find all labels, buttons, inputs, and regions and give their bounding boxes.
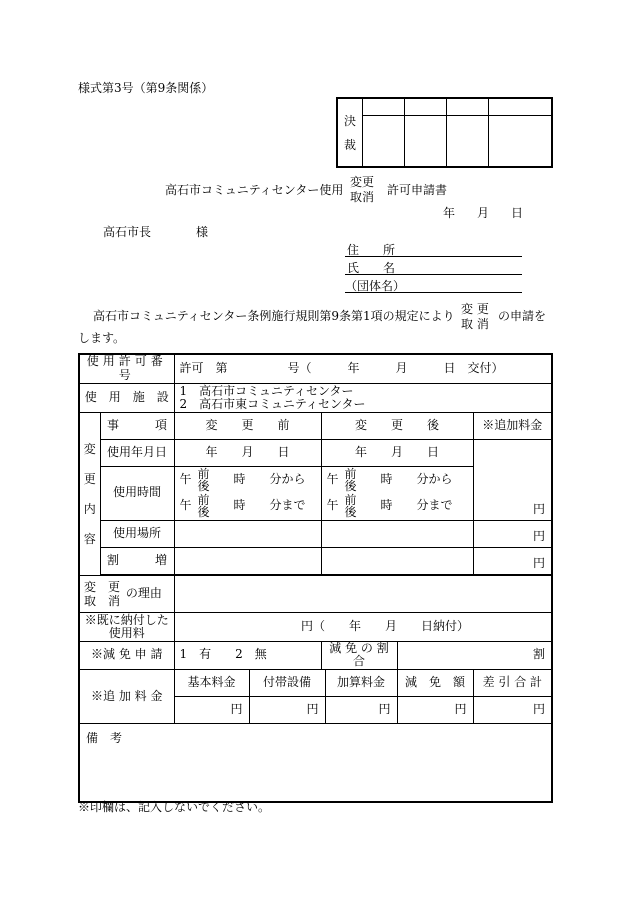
approval-cell[interactable] xyxy=(363,98,405,116)
addressee-honorific: 様 xyxy=(196,225,209,239)
paid-fee-label-1: ※既に納付した xyxy=(84,612,169,627)
reason-option-stack xyxy=(84,580,120,608)
time-to-text: 時 分まで xyxy=(233,498,306,513)
yen-unit: 円 xyxy=(306,702,319,717)
equipment-fee-header: 付帯設備 xyxy=(249,670,325,697)
net-total-header: 差 引 合 計 xyxy=(473,670,552,697)
surcharge-before-field[interactable] xyxy=(174,547,321,574)
approval-label-top: 決 xyxy=(343,113,356,128)
facility-option-1: 1 高石市コミュニティセンター xyxy=(179,383,354,398)
equipment-fee-field[interactable] xyxy=(249,697,325,724)
use-date-before-field[interactable]: 年 月 日 xyxy=(174,439,321,466)
approval-cell[interactable] xyxy=(363,116,405,168)
approval-label-bottom: 裁 xyxy=(343,137,356,152)
approval-cell[interactable] xyxy=(489,116,552,168)
use-date-label: 使用年月日 xyxy=(100,439,174,466)
surcharge-fee-unit: 円 xyxy=(533,555,546,570)
reduction-rate-unit: 割 xyxy=(533,647,546,662)
title-option-change: 変更 xyxy=(350,175,375,189)
approval-cell[interactable] xyxy=(489,98,552,116)
intro-option-change: 変 更 xyxy=(461,302,489,316)
time-to-text: 時 分まで xyxy=(380,498,453,513)
reason-field[interactable] xyxy=(174,575,552,612)
net-total-field[interactable] xyxy=(473,697,552,724)
basic-fee-header: 基本料金 xyxy=(174,670,249,697)
use-place-label: 使用場所 xyxy=(100,520,174,547)
use-time-before-field[interactable] xyxy=(174,466,321,520)
applicant-name-label: 氏 名 xyxy=(347,261,396,275)
change-content-label xyxy=(79,412,100,575)
applicant-address-label: 住 所 xyxy=(347,243,396,257)
applicant-name-line[interactable] xyxy=(345,274,522,275)
approval-cell[interactable] xyxy=(405,116,447,168)
paid-fee-label-2: 使用料 xyxy=(108,625,145,640)
applicant-address-line[interactable] xyxy=(345,256,522,257)
intro-option-cancel: 取 消 xyxy=(461,317,489,331)
yen-unit: 円 xyxy=(378,702,391,717)
reason-label xyxy=(79,575,174,612)
yen-unit: 円 xyxy=(454,702,467,717)
applicant-group-label: （団体名） xyxy=(345,279,406,293)
reason-suffix: の理由 xyxy=(125,585,162,600)
ampm-gozen: 午 xyxy=(179,498,192,513)
use-time-label: 使用時間 xyxy=(100,466,174,520)
permit-number-label: 使用許可番号 xyxy=(79,354,174,383)
intro-line2: します。 xyxy=(78,331,126,345)
paid-fee-label xyxy=(79,612,174,641)
time-from-text: 時 分から xyxy=(380,472,453,487)
after-header: 変 更 後 xyxy=(321,412,473,439)
addressee-name: 高石市長 xyxy=(103,225,152,239)
reduction-amount-header: 減 免 額 xyxy=(397,670,473,697)
form-number: 様式第3号（第9条関係） xyxy=(78,81,214,95)
approval-label xyxy=(337,98,363,167)
use-time-after-field[interactable] xyxy=(321,466,473,520)
use-time-fee-unit: 円 xyxy=(533,501,546,516)
date-year: 年 xyxy=(443,206,456,220)
reduction-amount-field[interactable] xyxy=(397,697,473,724)
time-to-after xyxy=(322,493,473,519)
surcharge-after-field[interactable] xyxy=(321,547,473,574)
ampm-stack: 前 後 xyxy=(344,467,357,494)
time-to-before xyxy=(175,493,321,519)
additional-fee-label: ※追 加 料 金 xyxy=(79,670,174,724)
ampm-gozen: 午 xyxy=(326,498,339,513)
reduction-rate-label: 減 免 の 割 合 xyxy=(321,641,397,670)
change-content-char: 変 xyxy=(83,441,96,456)
application-table xyxy=(78,353,553,803)
additional-fee-header: ※追加料金 xyxy=(473,412,552,439)
title-suffix: 許可申請書 xyxy=(387,183,448,197)
facility-field[interactable] xyxy=(174,383,552,412)
reason-option-cancel: 取 消 xyxy=(84,593,121,608)
time-from-after xyxy=(322,467,473,493)
change-content-char: 容 xyxy=(83,531,96,546)
change-content-char: 内 xyxy=(83,501,96,516)
use-place-before-field[interactable] xyxy=(174,520,321,547)
title-prefix: 高石市コミュニティセンター使用 xyxy=(165,183,344,197)
surcharge-fee-field[interactable] xyxy=(473,547,552,574)
ampm-stack: 前 後 xyxy=(344,493,357,520)
before-header: 変 更 前 xyxy=(174,412,321,439)
permit-number-field[interactable]: 許可 第 号（ 年 月 日 交付） xyxy=(174,354,552,383)
use-place-after-field[interactable] xyxy=(321,520,473,547)
title-option-cancel: 取消 xyxy=(350,190,375,204)
time-from-before xyxy=(175,467,321,493)
facility-option-2: 2 高石市東コミュニティセンター xyxy=(179,396,366,411)
surcharge-fee-header: 加算料金 xyxy=(325,670,397,697)
ampm-stack: 前 後 xyxy=(197,493,210,520)
use-place-fee-field[interactable] xyxy=(473,520,552,547)
title-option-stack xyxy=(350,175,374,205)
date-day: 日 xyxy=(511,206,524,220)
yen-unit: 円 xyxy=(230,702,243,717)
yen-unit: 円 xyxy=(533,702,546,717)
date-month: 月 xyxy=(477,206,490,220)
intro-text: 高石市コミュニティセンター条例施行規則第9条第1項の規定により xyxy=(93,309,455,323)
applicant-group-line[interactable] xyxy=(345,292,522,293)
change-content-char: 更 xyxy=(83,471,96,486)
remarks-label: 備 考 xyxy=(86,731,123,746)
approval-cell[interactable] xyxy=(447,116,489,168)
approval-cell[interactable] xyxy=(405,98,447,116)
paid-fee-field[interactable]: 円（ 年 月 日納付） xyxy=(174,612,552,641)
reduction-rate-field[interactable] xyxy=(397,641,552,670)
basic-fee-field[interactable] xyxy=(174,697,249,724)
approval-cell[interactable] xyxy=(447,98,489,116)
approval-box xyxy=(336,97,553,168)
use-date-after-field[interactable]: 年 月 日 xyxy=(321,439,473,466)
use-place-fee-unit: 円 xyxy=(533,528,546,543)
remarks-field[interactable] xyxy=(79,724,552,802)
footnote: ※印欄は、記入しないでください。 xyxy=(78,800,271,814)
intro-option-stack xyxy=(461,302,489,332)
use-time-fee-field[interactable] xyxy=(473,439,552,520)
reduction-request-label: ※減 免 申 請 xyxy=(79,641,174,670)
surcharge-label: 割 増 xyxy=(100,547,174,574)
intro-tail: の申請を xyxy=(498,309,547,323)
ampm-gozen: 午 xyxy=(326,472,339,487)
reduction-choice-field[interactable]: 1 有 2 無 xyxy=(174,641,321,670)
ampm-stack: 前 後 xyxy=(197,467,210,494)
surcharge-amount-field[interactable] xyxy=(325,697,397,724)
time-from-text: 時 分から xyxy=(233,472,306,487)
ampm-gozen: 午 xyxy=(179,472,192,487)
item-header: 事 項 xyxy=(100,412,174,439)
reason-option-change: 変 更 xyxy=(84,579,121,594)
facility-label: 使 用 施 設 xyxy=(79,383,174,412)
